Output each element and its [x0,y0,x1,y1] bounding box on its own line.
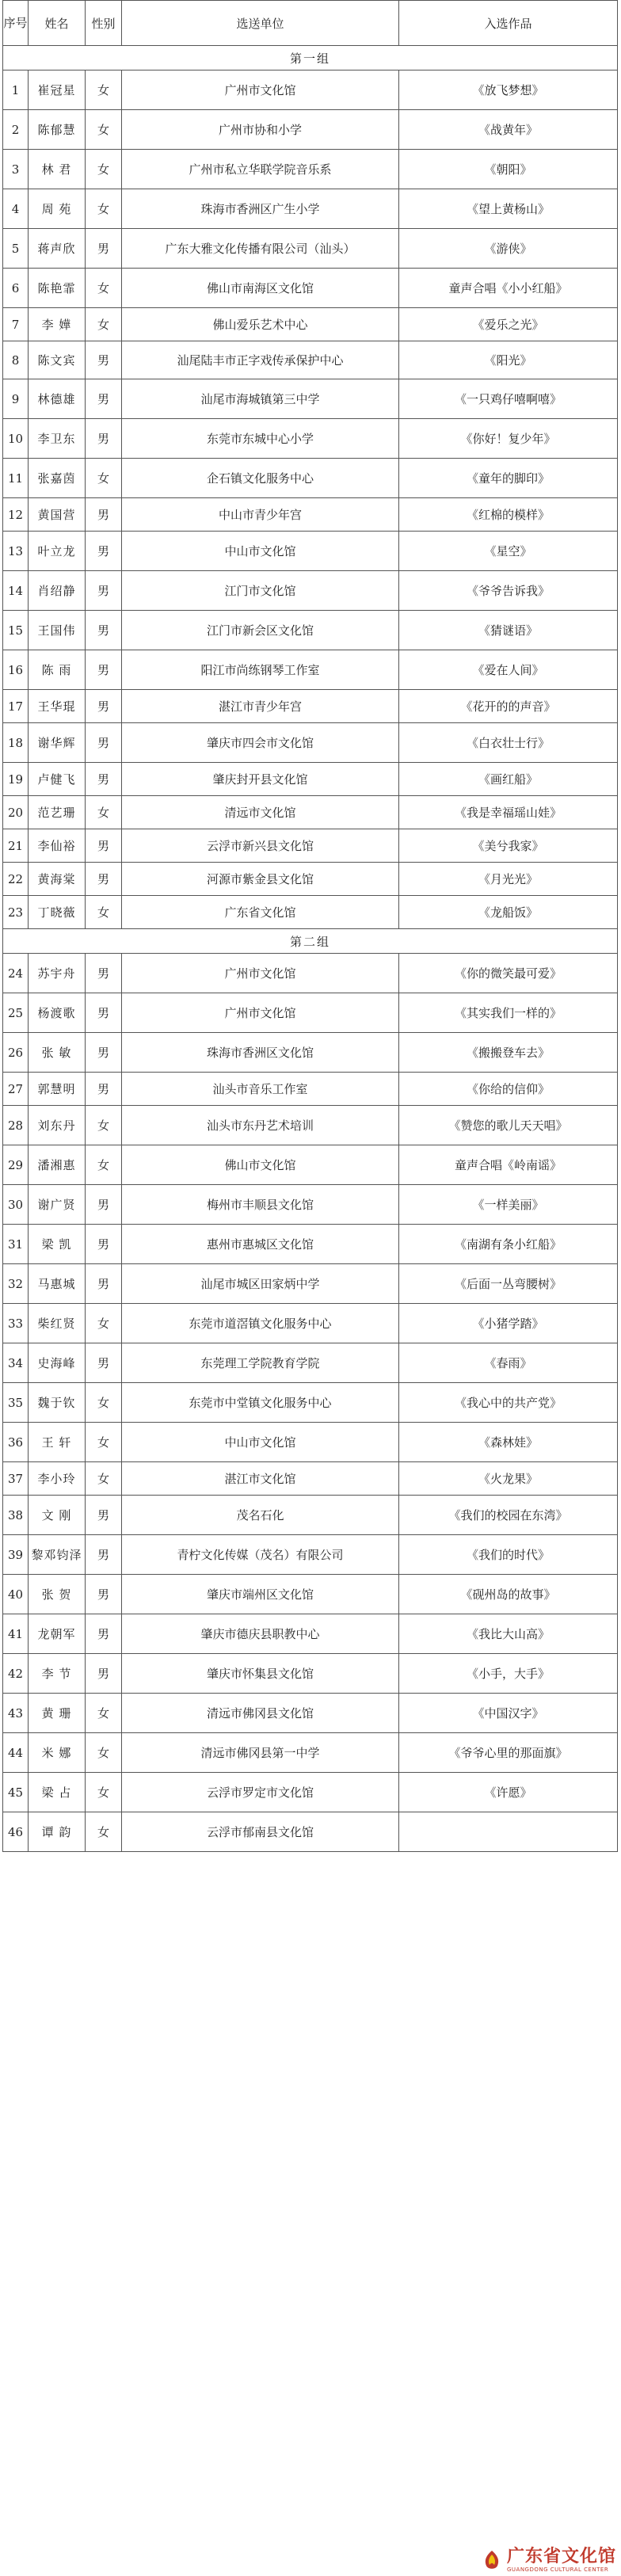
cell-number: 16 [3,650,29,690]
table-row [3,269,618,308]
table-row [3,1073,618,1106]
cell-unit: 广东大雅文化传播有限公司（汕头） [122,229,399,269]
cell-work: 《我心中的共产党》 [399,1383,618,1423]
cell-gender: 男 [86,611,122,650]
cell-name: 王华琨 [29,690,86,723]
cell-number: 3 [3,150,29,189]
cell-work: 《朝阳》 [399,150,618,189]
cell-unit: 青柠文化传媒（茂名）有限公司 [122,1535,399,1575]
header-work: 入选作品 [399,1,618,46]
cell-number: 22 [3,863,29,896]
cell-unit: 广州市文化馆 [122,70,399,110]
cell-number: 15 [3,611,29,650]
table-row [3,110,618,150]
cell-work: 《望上黄杨山》 [399,189,618,229]
table-row [3,70,618,110]
cell-number: 39 [3,1535,29,1575]
cell-gender: 男 [86,1535,122,1575]
table-row [3,1614,618,1654]
cell-name: 魏于钦 [29,1383,86,1423]
cell-unit: 珠海市香洲区文化馆 [122,1033,399,1073]
cell-number: 37 [3,1462,29,1496]
cell-gender: 男 [86,341,122,379]
table-row [3,571,618,611]
cell-gender: 男 [86,498,122,532]
cell-unit: 企石镇文化服务中心 [122,459,399,498]
watermark-title: 广东省文化馆 [506,2547,616,2566]
cell-work: 《南湖有条小红船》 [399,1225,618,1264]
cell-name: 苏宇舟 [29,954,86,993]
cell-gender: 男 [86,1575,122,1614]
cell-number: 7 [3,308,29,341]
cell-gender: 女 [86,1812,122,1852]
cell-gender: 男 [86,723,122,763]
cell-name: 谭 韵 [29,1812,86,1852]
cell-work: 《战黄年》 [399,110,618,150]
cell-number: 5 [3,229,29,269]
table-body [3,46,618,1852]
table-row [3,1654,618,1694]
table-row [3,1106,618,1145]
cell-work: 《星空》 [399,532,618,571]
cell-unit: 中山市青少年宫 [122,498,399,532]
table-row [3,650,618,690]
table-row [3,993,618,1033]
cell-unit: 肇庆市端州区文化馆 [122,1575,399,1614]
cell-gender: 男 [86,1614,122,1654]
cell-name: 郭慧明 [29,1073,86,1106]
group-row [3,46,618,70]
table-row [3,690,618,723]
header-seq: 序号 [3,1,29,46]
cell-name: 范艺珊 [29,796,86,829]
cell-unit: 云浮市新兴县文化馆 [122,829,399,863]
cell-name: 潘湘惠 [29,1145,86,1185]
cell-work: 《赞您的歌儿天天唱》 [399,1106,618,1145]
cell-name: 崔冠星 [29,70,86,110]
cell-gender: 男 [86,863,122,896]
cell-number: 33 [3,1304,29,1343]
cell-unit: 中山市文化馆 [122,532,399,571]
cell-name: 柴红贤 [29,1304,86,1343]
cell-gender: 男 [86,829,122,863]
cell-number: 34 [3,1343,29,1383]
cell-unit: 广州市协和小学 [122,110,399,150]
cell-unit: 汕头市音乐工作室 [122,1073,399,1106]
entries-table [2,0,618,1852]
cell-work: 《你给的信仰》 [399,1073,618,1106]
cell-number: 4 [3,189,29,229]
header-unit: 选送单位 [122,1,399,46]
cell-name: 李卫东 [29,419,86,459]
cell-number: 17 [3,690,29,723]
cell-unit: 惠州市惠城区文化馆 [122,1225,399,1264]
cell-unit: 汕尾陆丰市正字戏传承保护中心 [122,341,399,379]
cell-work: 《画红船》 [399,763,618,796]
table-row [3,1812,618,1852]
cell-name: 黎邓钧泽 [29,1535,86,1575]
cell-number: 32 [3,1264,29,1304]
cell-name: 杨渡歌 [29,993,86,1033]
table-row [3,1185,618,1225]
cell-number: 46 [3,1812,29,1852]
cell-name: 黄海棠 [29,863,86,896]
cell-work: 童声合唱《小小红船》 [399,269,618,308]
cell-work: 《我比大山高》 [399,1614,618,1654]
cell-work: 《一只鸡仔嘻啊嘻》 [399,379,618,419]
table-row [3,611,618,650]
cell-gender: 女 [86,1145,122,1185]
cell-name: 蒋声欣 [29,229,86,269]
group-row [3,929,618,954]
cell-number: 12 [3,498,29,532]
cell-unit: 广州市文化馆 [122,993,399,1033]
cell-unit: 佛山爱乐艺术中心 [122,308,399,341]
cell-gender: 男 [86,571,122,611]
table-row [3,532,618,571]
cell-unit: 云浮市郁南县文化馆 [122,1812,399,1852]
cell-unit: 东莞市东城中心小学 [122,419,399,459]
cell-gender: 女 [86,269,122,308]
header-name: 姓名 [29,1,86,46]
cell-work: 《你的微笑最可爱》 [399,954,618,993]
header-row [3,1,618,46]
cell-unit: 清远市佛冈县文化馆 [122,1694,399,1733]
cell-gender: 女 [86,1423,122,1462]
cell-unit: 东莞理工学院教育学院 [122,1343,399,1383]
table-row [3,419,618,459]
cell-number: 1 [3,70,29,110]
table-row [3,954,618,993]
cell-work: 《一样美丽》 [399,1185,618,1225]
cell-number: 45 [3,1773,29,1812]
cell-work: 《阳光》 [399,341,618,379]
cell-gender: 女 [86,1773,122,1812]
cell-gender: 男 [86,229,122,269]
cell-name: 梁 凯 [29,1225,86,1264]
cell-work: 《白衣壮士行》 [399,723,618,763]
cell-number: 41 [3,1614,29,1654]
cell-work: 《中国汉字》 [399,1694,618,1733]
cell-work: 《其实我们一样的》 [399,993,618,1033]
table-row [3,863,618,896]
cell-work: 《许愿》 [399,1773,618,1812]
cell-work: 《后面一丛弯腰树》 [399,1264,618,1304]
cell-unit: 珠海市香洲区广生小学 [122,189,399,229]
cell-name: 李 嬅 [29,308,86,341]
table-row [3,341,618,379]
cell-work: 《童年的脚印》 [399,459,618,498]
cell-gender: 男 [86,1654,122,1694]
cell-gender: 女 [86,896,122,929]
cell-gender: 女 [86,150,122,189]
cell-unit: 汕尾市城区田家炳中学 [122,1264,399,1304]
table-row [3,1773,618,1812]
group-title: 第二组 [3,929,618,954]
cell-number: 31 [3,1225,29,1264]
cell-number: 6 [3,269,29,308]
cell-unit: 汕尾市海城镇第三中学 [122,379,399,419]
cell-work: 《我们的校园在东湾》 [399,1496,618,1535]
cell-unit: 湛江市青少年宫 [122,690,399,723]
cell-unit: 肇庆市德庆县职教中心 [122,1614,399,1654]
cell-number: 14 [3,571,29,611]
cell-name: 李仙裕 [29,829,86,863]
table-row [3,1225,618,1264]
cell-number: 21 [3,829,29,863]
cell-unit: 佛山市文化馆 [122,1145,399,1185]
cell-number: 26 [3,1033,29,1073]
cell-work: 《爱在人间》 [399,650,618,690]
cell-unit: 广东省文化馆 [122,896,399,929]
cell-gender: 女 [86,796,122,829]
cell-number: 35 [3,1383,29,1423]
cell-gender: 女 [86,1462,122,1496]
cell-gender: 男 [86,1033,122,1073]
cell-name: 谢华辉 [29,723,86,763]
cell-gender: 女 [86,70,122,110]
cell-gender: 男 [86,1073,122,1106]
table-row [3,1033,618,1073]
table-row [3,1535,618,1575]
cell-gender: 男 [86,690,122,723]
cell-unit: 东莞市道滘镇文化服务中心 [122,1304,399,1343]
cell-gender: 男 [86,1225,122,1264]
cell-unit: 肇庆市怀集县文化馆 [122,1654,399,1694]
cell-work: 《猜谜语》 [399,611,618,650]
table-row [3,1733,618,1773]
cell-unit: 阳江市尚练钢琴工作室 [122,650,399,690]
cell-number: 36 [3,1423,29,1462]
cell-name: 林 君 [29,150,86,189]
cell-work: 《放飞梦想》 [399,70,618,110]
table-row [3,763,618,796]
cell-gender: 男 [86,379,122,419]
cell-unit: 河源市紫金县文化馆 [122,863,399,896]
cell-number: 40 [3,1575,29,1614]
cell-unit: 广州市文化馆 [122,954,399,993]
cell-number: 24 [3,954,29,993]
cell-name: 肖绍静 [29,571,86,611]
cell-name: 黄国营 [29,498,86,532]
cell-number: 13 [3,532,29,571]
table-row [3,189,618,229]
cell-work: 《火龙果》 [399,1462,618,1496]
cell-gender: 女 [86,308,122,341]
table-row [3,1145,618,1185]
table-row [3,308,618,341]
cell-gender: 男 [86,763,122,796]
table-row [3,896,618,929]
cell-unit: 云浮市罗定市文化馆 [122,1773,399,1812]
cell-gender: 女 [86,1304,122,1343]
cell-name: 李 节 [29,1654,86,1694]
cell-gender: 男 [86,532,122,571]
cell-unit: 中山市文化馆 [122,1423,399,1462]
cultural-center-logo-icon [480,2548,504,2572]
cell-name: 陈郁慧 [29,110,86,150]
cell-gender: 女 [86,1106,122,1145]
header-gender: 性别 [86,1,122,46]
cell-work: 《龙船饭》 [399,896,618,929]
cell-name: 史海峰 [29,1343,86,1383]
cell-unit: 江门市新会区文化馆 [122,611,399,650]
cell-name: 谢广贤 [29,1185,86,1225]
cell-gender: 女 [86,1733,122,1773]
cell-number: 38 [3,1496,29,1535]
cell-unit: 东莞市中堂镇文化服务中心 [122,1383,399,1423]
cell-name: 林德雄 [29,379,86,419]
cell-number: 8 [3,341,29,379]
cell-name: 陈 雨 [29,650,86,690]
cell-number: 29 [3,1145,29,1185]
cell-work: 《砚州岛的故事》 [399,1575,618,1614]
cell-name: 张 贺 [29,1575,86,1614]
watermark-subtitle: GUANGDONG CULTURAL CENTER [506,2566,609,2573]
cell-work: 《爷爷心里的那面旗》 [399,1733,618,1773]
table-row [3,498,618,532]
cell-gender: 男 [86,954,122,993]
cell-name: 陈文宾 [29,341,86,379]
cell-work: 《爷爷告诉我》 [399,571,618,611]
table-row [3,459,618,498]
cell-gender: 男 [86,993,122,1033]
cell-number: 23 [3,896,29,929]
cell-number: 27 [3,1073,29,1106]
cell-name: 陈艳霏 [29,269,86,308]
cell-name: 丁晓薇 [29,896,86,929]
cell-work: 《红棉的模样》 [399,498,618,532]
cell-name: 米 娜 [29,1733,86,1773]
table-row [3,1304,618,1343]
cell-number: 28 [3,1106,29,1145]
table-row [3,1575,618,1614]
table-row [3,1264,618,1304]
cell-unit: 佛山市南海区文化馆 [122,269,399,308]
cell-number: 18 [3,723,29,763]
table-row [3,379,618,419]
table-row [3,1383,618,1423]
cell-number: 30 [3,1185,29,1225]
cell-work: 《我们的时代》 [399,1535,618,1575]
cell-name: 王国伟 [29,611,86,650]
table-row [3,1694,618,1733]
cell-gender: 女 [86,1383,122,1423]
cell-unit: 清远市佛冈县第一中学 [122,1733,399,1773]
cell-number: 11 [3,459,29,498]
cell-work: 《森林娃》 [399,1423,618,1462]
cell-work: 《月光光》 [399,863,618,896]
cell-work: 《小猪学踏》 [399,1304,618,1343]
cell-number: 19 [3,763,29,796]
cell-number: 44 [3,1733,29,1773]
cell-gender: 女 [86,1694,122,1733]
cell-gender: 男 [86,1496,122,1535]
cell-number: 20 [3,796,29,829]
cell-work: 《你好！复少年》 [399,419,618,459]
cell-name: 周 苑 [29,189,86,229]
table-row [3,1462,618,1496]
cell-number: 10 [3,419,29,459]
cell-work [399,1812,618,1852]
table-row [3,229,618,269]
cell-gender: 男 [86,650,122,690]
cell-gender: 男 [86,1264,122,1304]
cell-name: 刘东丹 [29,1106,86,1145]
table-row [3,829,618,863]
table-row [3,1423,618,1462]
table-row [3,723,618,763]
cell-name: 张嘉茵 [29,459,86,498]
cell-work: 《小手，大手》 [399,1654,618,1694]
cell-unit: 梅州市丰顺县文化馆 [122,1185,399,1225]
cell-unit: 江门市文化馆 [122,571,399,611]
cell-name: 文 刚 [29,1496,86,1535]
cell-unit: 湛江市文化馆 [122,1462,399,1496]
cell-name: 梁 占 [29,1773,86,1812]
cell-name: 李小玲 [29,1462,86,1496]
cell-number: 42 [3,1654,29,1694]
cell-number: 43 [3,1694,29,1733]
cell-number: 9 [3,379,29,419]
cell-unit: 肇庆封开县文化馆 [122,763,399,796]
cell-unit: 茂名石化 [122,1496,399,1535]
cell-name: 张 敏 [29,1033,86,1073]
watermark [480,2547,616,2573]
cell-unit: 汕头市东丹艺术培训 [122,1106,399,1145]
cell-gender: 男 [86,1185,122,1225]
cell-work: 《我是幸福瑶山娃》 [399,796,618,829]
cell-number: 2 [3,110,29,150]
cell-work: 《春雨》 [399,1343,618,1383]
cell-work: 《花开的的声音》 [399,690,618,723]
cell-gender: 男 [86,1343,122,1383]
table-row [3,1343,618,1383]
cell-gender: 男 [86,419,122,459]
table-row [3,1496,618,1535]
table-row [3,796,618,829]
cell-name: 叶立龙 [29,532,86,571]
cell-gender: 女 [86,459,122,498]
cell-work: 《搬搬登车去》 [399,1033,618,1073]
cell-unit: 广州市私立华联学院音乐系 [122,150,399,189]
table-row [3,150,618,189]
cell-gender: 女 [86,189,122,229]
cell-gender: 女 [86,110,122,150]
cell-unit: 清远市文化馆 [122,796,399,829]
cell-work: 《美兮我家》 [399,829,618,863]
cell-unit: 肇庆市四会市文化馆 [122,723,399,763]
cell-name: 王 轩 [29,1423,86,1462]
cell-work: 《爱乐之光》 [399,308,618,341]
cell-work: 童声合唱《岭南谣》 [399,1145,618,1185]
cell-name: 龙朝军 [29,1614,86,1654]
cell-work: 《游侠》 [399,229,618,269]
cell-name: 黄 珊 [29,1694,86,1733]
cell-number: 25 [3,993,29,1033]
cell-name: 马惠城 [29,1264,86,1304]
cell-name: 卢健飞 [29,763,86,796]
group-title: 第一组 [3,46,618,70]
